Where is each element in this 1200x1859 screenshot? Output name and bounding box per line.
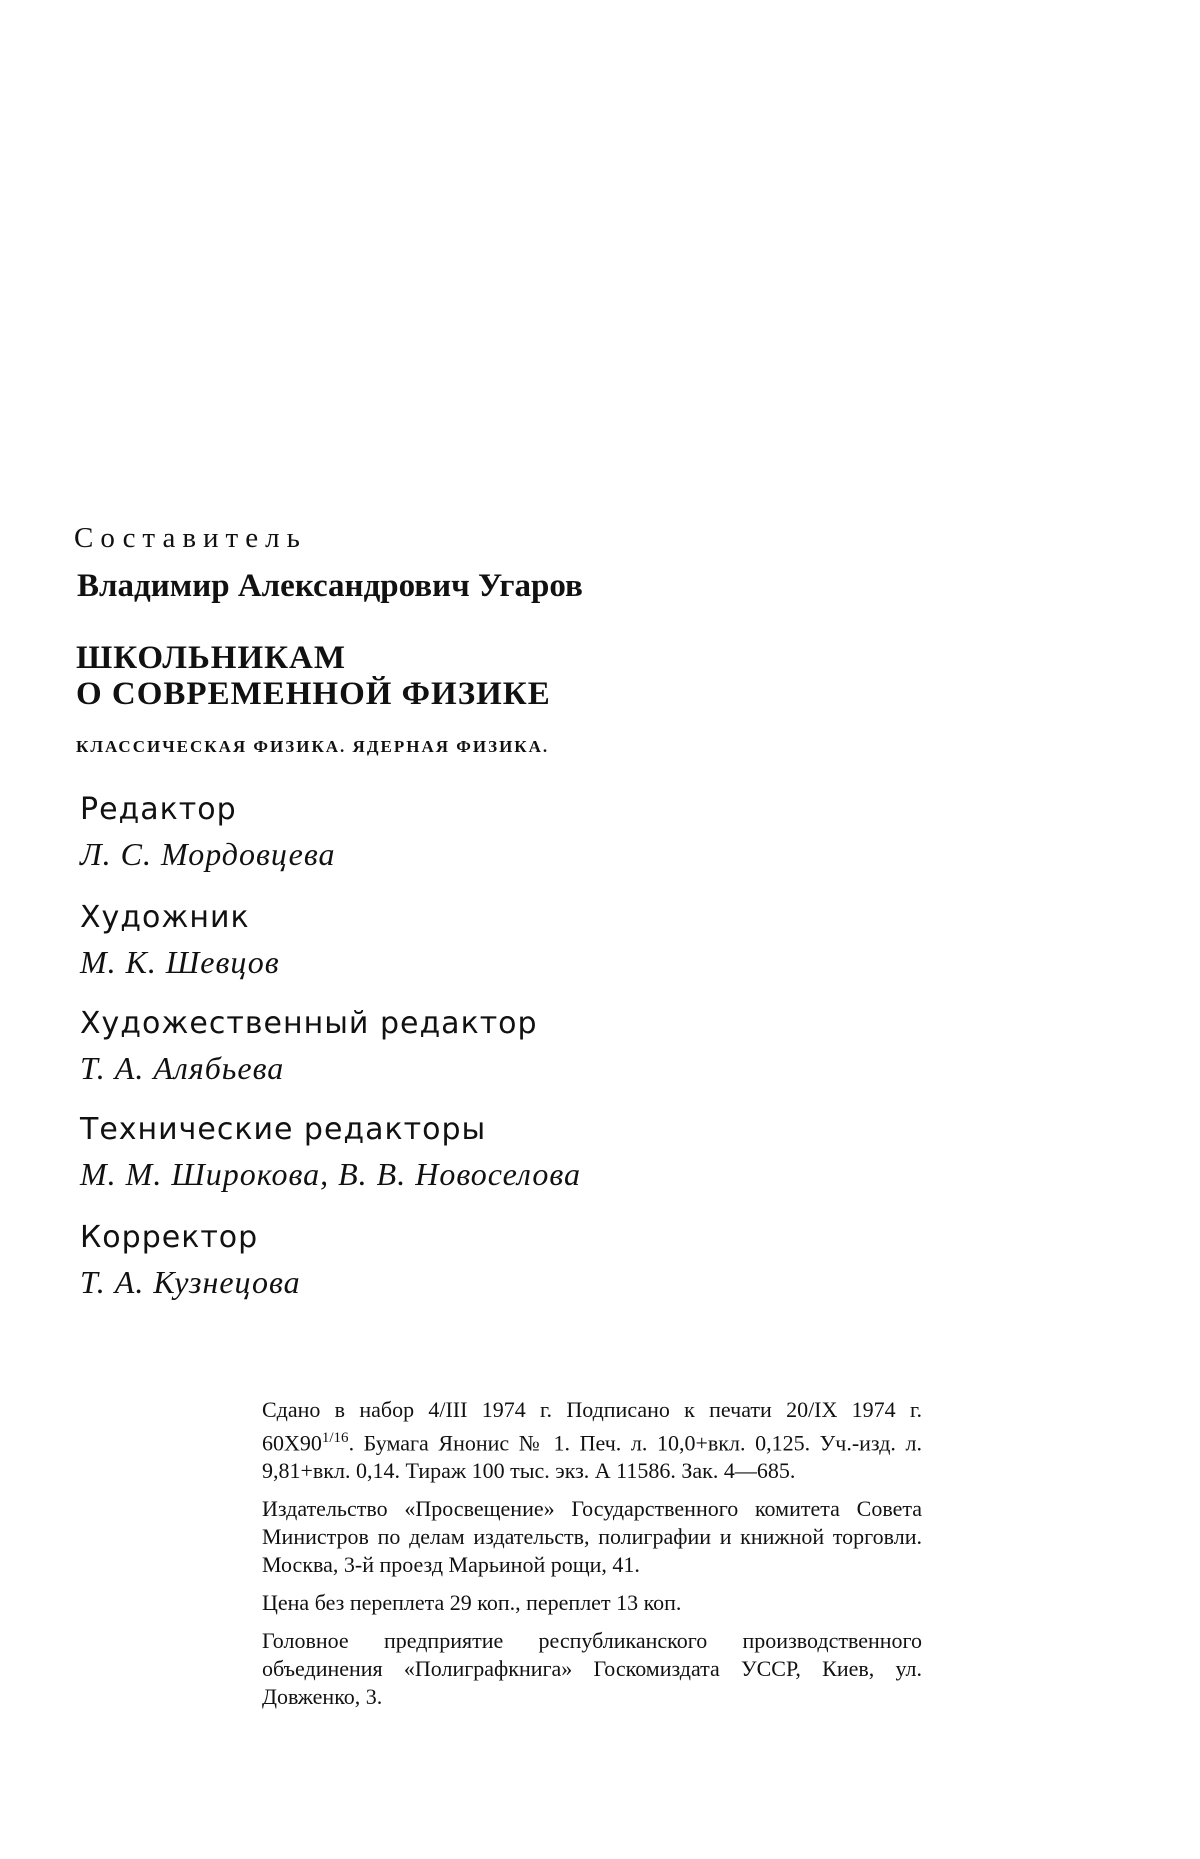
credit-role: Художественный редактор <box>80 1006 538 1041</box>
print-data: Сдано в набор 4/III 1974 г. Подписано к печати 20/IX 1974 г. $60X90^{1/16}$. Бумага Янонис № 1. Печ. л. 10,0+вкл. 0,125. Уч.-изд. л. 9,81+вкл. 0,14. Тираж 100 тыс. экз. А 11586. Зак. 4—685. <box>262 1397 922 1484</box>
publisher-info: Издательство «Просвещение» Государственного комитета Совета Министров по делам издательств, полиграфии и книжной торговли. Москва, 3-й проезд Марьиной рощи, 41. <box>262 1496 922 1578</box>
credit-role: Корректор <box>80 1220 259 1255</box>
credit-role: Художник <box>80 900 250 935</box>
credit-person: М. К. Шевцов <box>80 944 280 980</box>
credit-person: Л. С. Мордовцева <box>80 836 336 872</box>
book-title-line: О СОВРЕМЕННОЙ ФИЗИКЕ <box>76 676 551 712</box>
credit-role: Редактор <box>80 792 237 827</box>
book-title-line: ШКОЛЬНИКАМ <box>76 640 347 676</box>
credit-person: Т. А. Алябьева <box>80 1050 285 1086</box>
credit-person: Т. А. Кузнецова <box>80 1264 301 1300</box>
printer-info: Головное предприятие республиканского производственного объединения «Полиграфкнига» Госкомиздата УССР, Киев, ул. Довженко, 3. <box>262 1628 922 1710</box>
imprint-block <box>262 1396 922 1721</box>
compiler-name: Владимир Александрович Угаров <box>77 568 583 604</box>
book-title <box>76 640 551 712</box>
credit-person: М. М. Широкова, В. В. Новоселова <box>80 1156 581 1192</box>
compiler-label: Составитель <box>74 522 307 554</box>
price-info: Цена без переплета 29 коп., переплет 13 коп. <box>262 1590 682 1616</box>
credit-role: Технические редакторы <box>80 1112 487 1147</box>
book-subtitle: КЛАССИЧЕСКАЯ ФИЗИКА. ЯДЕРНАЯ ФИЗИКА. <box>76 737 550 756</box>
